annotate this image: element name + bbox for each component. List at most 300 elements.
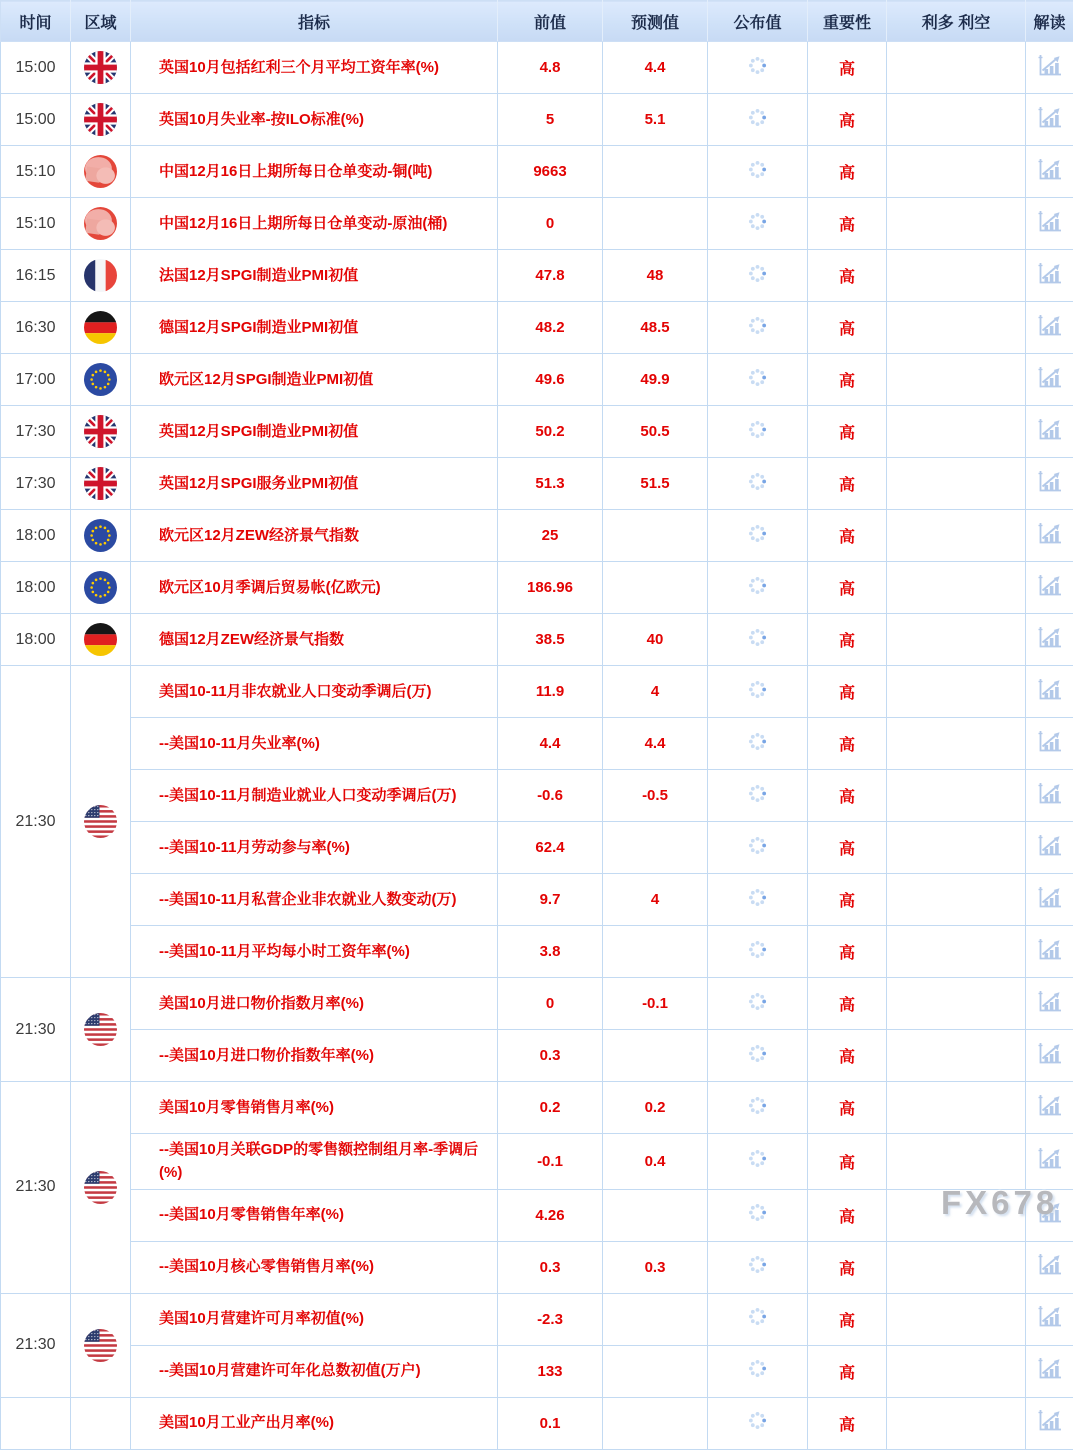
loading-spinner-icon bbox=[748, 524, 767, 543]
loading-spinner-icon bbox=[748, 264, 767, 283]
col-header-importance: 重要性 bbox=[808, 1, 887, 42]
importance-badge: 高 bbox=[808, 666, 887, 718]
previous-value: -0.1 bbox=[498, 1134, 603, 1190]
table-row bbox=[1, 510, 1073, 562]
cn-flag-icon bbox=[84, 207, 117, 240]
indicator-label: 美国10-11月非农就业人口变动季调后(万) bbox=[159, 683, 432, 700]
importance-badge: 高 bbox=[808, 302, 887, 354]
published-value-cell bbox=[708, 94, 808, 146]
forecast-value bbox=[603, 1397, 708, 1449]
previous-value: 9663 bbox=[498, 146, 603, 198]
table-row bbox=[1, 1293, 1073, 1345]
previous-value: 133 bbox=[498, 1345, 603, 1397]
indicator-label: 欧元区12月SPGI制造业PMI初值 bbox=[159, 371, 373, 388]
indicator-label: 英国12月SPGI服务业PMI初值 bbox=[159, 475, 358, 492]
bias-cell bbox=[887, 822, 1026, 874]
time-cell: 21:30 bbox=[1, 666, 71, 978]
chart-interpret-icon[interactable] bbox=[1036, 989, 1063, 1014]
importance-badge: 高 bbox=[808, 198, 887, 250]
previous-value: 50.2 bbox=[498, 406, 603, 458]
importance-badge: 高 bbox=[808, 42, 887, 94]
importance-badge: 高 bbox=[808, 978, 887, 1030]
region-cell bbox=[71, 198, 131, 250]
loading-spinner-icon bbox=[748, 888, 767, 907]
importance-badge: 高 bbox=[808, 1134, 887, 1190]
published-value-cell bbox=[708, 458, 808, 510]
loading-spinner-icon bbox=[748, 836, 767, 855]
bias-cell bbox=[887, 1241, 1026, 1293]
us-flag-icon bbox=[84, 1013, 117, 1046]
chart-interpret-icon[interactable] bbox=[1036, 833, 1063, 858]
loading-spinner-icon bbox=[748, 576, 767, 595]
forecast-value bbox=[603, 510, 708, 562]
bias-cell bbox=[887, 1030, 1026, 1082]
table-row bbox=[1, 1189, 1073, 1241]
importance-badge: 高 bbox=[808, 1345, 887, 1397]
cn-flag-icon bbox=[84, 155, 117, 188]
indicator-label: --美国10-11月平均每小时工资年率(%) bbox=[159, 943, 410, 960]
forecast-value: 48 bbox=[603, 250, 708, 302]
bias-cell bbox=[887, 302, 1026, 354]
indicator-cell bbox=[131, 1241, 498, 1293]
table-row bbox=[1, 822, 1073, 874]
importance-badge: 高 bbox=[808, 458, 887, 510]
loading-spinner-icon bbox=[748, 784, 767, 803]
interpret-cell bbox=[1026, 94, 1073, 146]
time-cell: 21:30 bbox=[1, 978, 71, 1082]
eu-flag-icon bbox=[84, 363, 117, 396]
interpret-cell bbox=[1026, 302, 1073, 354]
forecast-value bbox=[603, 1189, 708, 1241]
table-row bbox=[1, 42, 1073, 94]
interpret-cell bbox=[1026, 406, 1073, 458]
indicator-label: --美国10-11月失业率(%) bbox=[159, 735, 320, 752]
published-value-cell bbox=[708, 770, 808, 822]
interpret-cell bbox=[1026, 42, 1073, 94]
chart-interpret-icon[interactable] bbox=[1036, 1356, 1063, 1381]
published-value-cell bbox=[708, 978, 808, 1030]
previous-value: 11.9 bbox=[498, 666, 603, 718]
uk-flag-icon bbox=[84, 415, 117, 448]
previous-value: 4.4 bbox=[498, 718, 603, 770]
interpret-cell bbox=[1026, 1241, 1073, 1293]
table-row bbox=[1, 1241, 1073, 1293]
region-cell bbox=[71, 562, 131, 614]
importance-badge: 高 bbox=[808, 1397, 887, 1449]
chart-interpret-icon[interactable] bbox=[1036, 677, 1063, 702]
chart-interpret-icon[interactable] bbox=[1036, 625, 1063, 650]
published-value-cell bbox=[708, 718, 808, 770]
forecast-value bbox=[603, 198, 708, 250]
time-cell: 17:30 bbox=[1, 406, 71, 458]
col-header-bias: 利多 利空 bbox=[887, 1, 1026, 42]
chart-interpret-icon[interactable] bbox=[1036, 1252, 1063, 1277]
chart-interpret-icon[interactable] bbox=[1036, 417, 1063, 442]
interpret-cell bbox=[1026, 146, 1073, 198]
time-cell: 17:30 bbox=[1, 458, 71, 510]
indicator-cell bbox=[131, 458, 498, 510]
indicator-cell bbox=[131, 302, 498, 354]
importance-badge: 高 bbox=[808, 874, 887, 926]
forecast-value bbox=[603, 1030, 708, 1082]
indicator-label: --美国10月进口物价指数年率(%) bbox=[159, 1047, 374, 1064]
us-flag-icon bbox=[84, 1329, 117, 1362]
forecast-value: 48.5 bbox=[603, 302, 708, 354]
region-cell bbox=[71, 1293, 131, 1397]
forecast-value: 51.5 bbox=[603, 458, 708, 510]
bias-cell bbox=[887, 406, 1026, 458]
table-row bbox=[1, 666, 1073, 718]
interpret-cell bbox=[1026, 1082, 1073, 1134]
interpret-cell bbox=[1026, 1397, 1073, 1449]
bias-cell bbox=[887, 1397, 1026, 1449]
indicator-cell bbox=[131, 146, 498, 198]
previous-value: -0.6 bbox=[498, 770, 603, 822]
col-header-region: 区域 bbox=[71, 1, 131, 42]
region-cell bbox=[71, 302, 131, 354]
loading-spinner-icon bbox=[748, 472, 767, 491]
bias-cell bbox=[887, 250, 1026, 302]
forecast-value: 4.4 bbox=[603, 42, 708, 94]
time-cell bbox=[1, 1397, 71, 1449]
indicator-label: --美国10月核心零售销售月率(%) bbox=[159, 1258, 374, 1275]
previous-value: 51.3 bbox=[498, 458, 603, 510]
table-row bbox=[1, 1030, 1073, 1082]
bias-cell bbox=[887, 1293, 1026, 1345]
loading-spinner-icon bbox=[748, 1096, 767, 1115]
importance-badge: 高 bbox=[808, 1030, 887, 1082]
bias-cell bbox=[887, 458, 1026, 510]
table-row bbox=[1, 718, 1073, 770]
chart-interpret-icon[interactable] bbox=[1036, 573, 1063, 598]
published-value-cell bbox=[708, 1293, 808, 1345]
previous-value: 4.26 bbox=[498, 1189, 603, 1241]
chart-interpret-icon[interactable] bbox=[1036, 781, 1063, 806]
forecast-value: 50.5 bbox=[603, 406, 708, 458]
interpret-cell bbox=[1026, 562, 1073, 614]
published-value-cell bbox=[708, 354, 808, 406]
previous-value: 47.8 bbox=[498, 250, 603, 302]
col-header-time: 时间 bbox=[1, 1, 71, 42]
time-cell: 17:00 bbox=[1, 354, 71, 406]
bias-cell bbox=[887, 978, 1026, 1030]
indicator-cell bbox=[131, 198, 498, 250]
published-value-cell bbox=[708, 666, 808, 718]
importance-badge: 高 bbox=[808, 1293, 887, 1345]
bias-cell bbox=[887, 510, 1026, 562]
col-header-published: 公布值 bbox=[708, 1, 808, 42]
chart-interpret-icon[interactable] bbox=[1036, 521, 1063, 546]
chart-interpret-icon[interactable] bbox=[1036, 1304, 1063, 1329]
interpret-cell bbox=[1026, 250, 1073, 302]
importance-badge: 高 bbox=[808, 822, 887, 874]
importance-badge: 高 bbox=[808, 146, 887, 198]
indicator-cell bbox=[131, 354, 498, 406]
forecast-value: 4 bbox=[603, 666, 708, 718]
importance-badge: 高 bbox=[808, 406, 887, 458]
published-value-cell bbox=[708, 614, 808, 666]
forecast-value: 0.3 bbox=[603, 1241, 708, 1293]
published-value-cell bbox=[708, 1189, 808, 1241]
forecast-value bbox=[603, 926, 708, 978]
interpret-cell bbox=[1026, 1293, 1073, 1345]
col-header-interpret: 解读 bbox=[1026, 1, 1073, 42]
indicator-cell bbox=[131, 1397, 498, 1449]
chart-interpret-icon[interactable] bbox=[1036, 313, 1063, 338]
loading-spinner-icon bbox=[748, 1255, 767, 1274]
loading-spinner-icon bbox=[748, 628, 767, 647]
chart-interpret-icon[interactable] bbox=[1036, 469, 1063, 494]
interpret-cell bbox=[1026, 458, 1073, 510]
forecast-value: 0.4 bbox=[603, 1134, 708, 1190]
published-value-cell bbox=[708, 42, 808, 94]
uk-flag-icon bbox=[84, 51, 117, 84]
forecast-value: 40 bbox=[603, 614, 708, 666]
bias-cell bbox=[887, 666, 1026, 718]
previous-value: -2.3 bbox=[498, 1293, 603, 1345]
chart-interpret-icon[interactable] bbox=[1036, 261, 1063, 286]
importance-badge: 高 bbox=[808, 250, 887, 302]
forecast-value: 5.1 bbox=[603, 94, 708, 146]
uk-flag-icon bbox=[84, 467, 117, 500]
interpret-cell bbox=[1026, 978, 1073, 1030]
loading-spinner-icon bbox=[748, 1307, 767, 1326]
previous-value: 5 bbox=[498, 94, 603, 146]
indicator-label: 欧元区12月ZEW经济景气指数 bbox=[159, 527, 359, 544]
importance-badge: 高 bbox=[808, 562, 887, 614]
indicator-label: --美国10月营建许可年化总数初值(万户) bbox=[159, 1362, 421, 1379]
table-row bbox=[1, 770, 1073, 822]
table-row bbox=[1, 406, 1073, 458]
chart-interpret-icon[interactable] bbox=[1036, 937, 1063, 962]
published-value-cell bbox=[708, 1345, 808, 1397]
time-cell: 18:00 bbox=[1, 614, 71, 666]
bias-cell bbox=[887, 354, 1026, 406]
chart-interpret-icon[interactable] bbox=[1036, 157, 1063, 182]
interpret-cell bbox=[1026, 770, 1073, 822]
previous-value: 0.3 bbox=[498, 1241, 603, 1293]
previous-value: 0 bbox=[498, 978, 603, 1030]
indicator-label: 德国12月ZEW经济景气指数 bbox=[159, 631, 344, 648]
interpret-cell bbox=[1026, 822, 1073, 874]
interpret-cell bbox=[1026, 1134, 1073, 1190]
previous-value: 4.8 bbox=[498, 42, 603, 94]
published-value-cell bbox=[708, 1241, 808, 1293]
importance-badge: 高 bbox=[808, 1082, 887, 1134]
loading-spinner-icon bbox=[748, 732, 767, 751]
region-cell bbox=[71, 94, 131, 146]
col-header-indicator: 指标 bbox=[131, 1, 498, 42]
forecast-value bbox=[603, 1345, 708, 1397]
region-cell bbox=[71, 978, 131, 1082]
table-row bbox=[1, 614, 1073, 666]
previous-value: 9.7 bbox=[498, 874, 603, 926]
bias-cell bbox=[887, 874, 1026, 926]
indicator-cell bbox=[131, 822, 498, 874]
bias-cell bbox=[887, 1134, 1026, 1190]
eu-flag-icon bbox=[84, 519, 117, 552]
chart-interpret-icon[interactable] bbox=[1036, 1093, 1063, 1118]
chart-interpret-icon[interactable] bbox=[1036, 105, 1063, 130]
chart-interpret-icon[interactable] bbox=[1036, 1200, 1063, 1225]
importance-badge: 高 bbox=[808, 94, 887, 146]
published-value-cell bbox=[708, 926, 808, 978]
interpret-cell bbox=[1026, 926, 1073, 978]
interpret-cell bbox=[1026, 666, 1073, 718]
interpret-cell bbox=[1026, 614, 1073, 666]
indicator-label: 英国12月SPGI制造业PMI初值 bbox=[159, 423, 358, 440]
chart-interpret-icon[interactable] bbox=[1036, 1408, 1063, 1433]
importance-badge: 高 bbox=[808, 1241, 887, 1293]
published-value-cell bbox=[708, 1082, 808, 1134]
indicator-cell bbox=[131, 42, 498, 94]
table-row bbox=[1, 354, 1073, 406]
previous-value: 48.2 bbox=[498, 302, 603, 354]
forecast-value: 0.2 bbox=[603, 1082, 708, 1134]
watermark: FX678 bbox=[941, 1184, 1058, 1222]
bias-cell bbox=[887, 198, 1026, 250]
importance-badge: 高 bbox=[808, 926, 887, 978]
published-value-cell bbox=[708, 1030, 808, 1082]
time-cell: 15:00 bbox=[1, 94, 71, 146]
forecast-value: 4 bbox=[603, 874, 708, 926]
indicator-label: --美国10-11月制造业就业人口变动季调后(万) bbox=[159, 787, 457, 804]
eu-flag-icon bbox=[84, 571, 117, 604]
indicator-cell bbox=[131, 94, 498, 146]
fr-flag-icon bbox=[84, 259, 117, 292]
region-cell bbox=[71, 1082, 131, 1294]
interpret-cell bbox=[1026, 1030, 1073, 1082]
chart-interpret-icon[interactable] bbox=[1036, 365, 1063, 390]
table-row bbox=[1, 562, 1073, 614]
indicator-cell bbox=[131, 1293, 498, 1345]
indicator-label: 英国10月失业率-按ILO标准(%) bbox=[159, 111, 364, 128]
header-row bbox=[1, 1, 1073, 42]
previous-value: 38.5 bbox=[498, 614, 603, 666]
loading-spinner-icon bbox=[748, 316, 767, 335]
importance-badge: 高 bbox=[808, 770, 887, 822]
region-cell bbox=[71, 1397, 131, 1449]
published-value-cell bbox=[708, 822, 808, 874]
previous-value: 0.2 bbox=[498, 1082, 603, 1134]
indicator-cell bbox=[131, 978, 498, 1030]
forecast-value bbox=[603, 1293, 708, 1345]
forecast-value bbox=[603, 822, 708, 874]
us-flag-icon bbox=[84, 805, 117, 838]
indicator-label: 德国12月SPGI制造业PMI初值 bbox=[159, 319, 358, 336]
previous-value: 25 bbox=[498, 510, 603, 562]
chart-interpret-icon[interactable] bbox=[1036, 53, 1063, 78]
loading-spinner-icon bbox=[748, 1149, 767, 1168]
interpret-cell bbox=[1026, 718, 1073, 770]
indicator-cell bbox=[131, 874, 498, 926]
chart-interpret-icon[interactable] bbox=[1036, 1146, 1063, 1171]
table-row bbox=[1, 302, 1073, 354]
chart-interpret-icon[interactable] bbox=[1036, 885, 1063, 910]
forecast-value: -0.1 bbox=[603, 978, 708, 1030]
interpret-cell bbox=[1026, 874, 1073, 926]
chart-interpret-icon[interactable] bbox=[1036, 1041, 1063, 1066]
table-row bbox=[1, 458, 1073, 510]
region-cell bbox=[71, 510, 131, 562]
importance-badge: 高 bbox=[808, 1189, 887, 1241]
time-cell: 18:00 bbox=[1, 510, 71, 562]
indicator-label: 中国12月16日上期所每日仓单变动-原油(桶) bbox=[159, 215, 447, 232]
region-cell bbox=[71, 666, 131, 978]
importance-badge: 高 bbox=[808, 354, 887, 406]
loading-spinner-icon bbox=[748, 1203, 767, 1222]
bias-cell bbox=[887, 42, 1026, 94]
forecast-value: 49.9 bbox=[603, 354, 708, 406]
indicator-label: 欧元区10月季调后贸易帐(亿欧元) bbox=[159, 579, 381, 596]
chart-interpret-icon[interactable] bbox=[1036, 209, 1063, 234]
published-value-cell bbox=[708, 406, 808, 458]
time-cell: 15:00 bbox=[1, 42, 71, 94]
loading-spinner-icon bbox=[748, 680, 767, 699]
indicator-label: --美国10-11月劳动参与率(%) bbox=[159, 839, 350, 856]
table-row bbox=[1, 978, 1073, 1030]
time-cell: 15:10 bbox=[1, 146, 71, 198]
table-row bbox=[1, 926, 1073, 978]
published-value-cell bbox=[708, 1397, 808, 1449]
indicator-label: --美国10月关联GDP的零售额控制组月率-季调后(%) bbox=[159, 1141, 478, 1181]
bias-cell bbox=[887, 1189, 1026, 1241]
published-value-cell bbox=[708, 302, 808, 354]
indicator-cell bbox=[131, 926, 498, 978]
bias-cell bbox=[887, 614, 1026, 666]
us-flag-icon bbox=[84, 1171, 117, 1204]
importance-badge: 高 bbox=[808, 718, 887, 770]
col-header-forecast: 预测值 bbox=[603, 1, 708, 42]
calendar-table-body bbox=[1, 42, 1073, 1450]
table-row bbox=[1, 1134, 1073, 1190]
published-value-cell bbox=[708, 874, 808, 926]
published-value-cell bbox=[708, 562, 808, 614]
loading-spinner-icon bbox=[748, 420, 767, 439]
published-value-cell bbox=[708, 198, 808, 250]
loading-spinner-icon bbox=[748, 1359, 767, 1378]
previous-value: 0 bbox=[498, 198, 603, 250]
indicator-label: 英国10月包括红利三个月平均工资年率(%) bbox=[159, 59, 439, 76]
time-cell: 21:30 bbox=[1, 1082, 71, 1294]
forecast-value: 4.4 bbox=[603, 718, 708, 770]
loading-spinner-icon bbox=[748, 1044, 767, 1063]
indicator-cell bbox=[131, 1030, 498, 1082]
indicator-label: 美国10月工业产出月率(%) bbox=[159, 1414, 334, 1431]
importance-badge: 高 bbox=[808, 510, 887, 562]
time-cell: 21:30 bbox=[1, 1293, 71, 1397]
indicator-cell bbox=[131, 1189, 498, 1241]
published-value-cell bbox=[708, 1134, 808, 1190]
chart-interpret-icon[interactable] bbox=[1036, 729, 1063, 754]
time-cell: 18:00 bbox=[1, 562, 71, 614]
table-row bbox=[1, 874, 1073, 926]
indicator-cell bbox=[131, 510, 498, 562]
interpret-cell bbox=[1026, 1345, 1073, 1397]
published-value-cell bbox=[708, 146, 808, 198]
previous-value: 3.8 bbox=[498, 926, 603, 978]
interpret-cell bbox=[1026, 354, 1073, 406]
region-cell bbox=[71, 146, 131, 198]
bias-cell bbox=[887, 926, 1026, 978]
indicator-cell bbox=[131, 406, 498, 458]
indicator-cell bbox=[131, 614, 498, 666]
indicator-label: 中国12月16日上期所每日仓单变动-铜(吨) bbox=[159, 163, 432, 180]
time-cell: 15:10 bbox=[1, 198, 71, 250]
de-flag-icon bbox=[84, 311, 117, 344]
indicator-cell bbox=[131, 1082, 498, 1134]
interpret-cell bbox=[1026, 510, 1073, 562]
